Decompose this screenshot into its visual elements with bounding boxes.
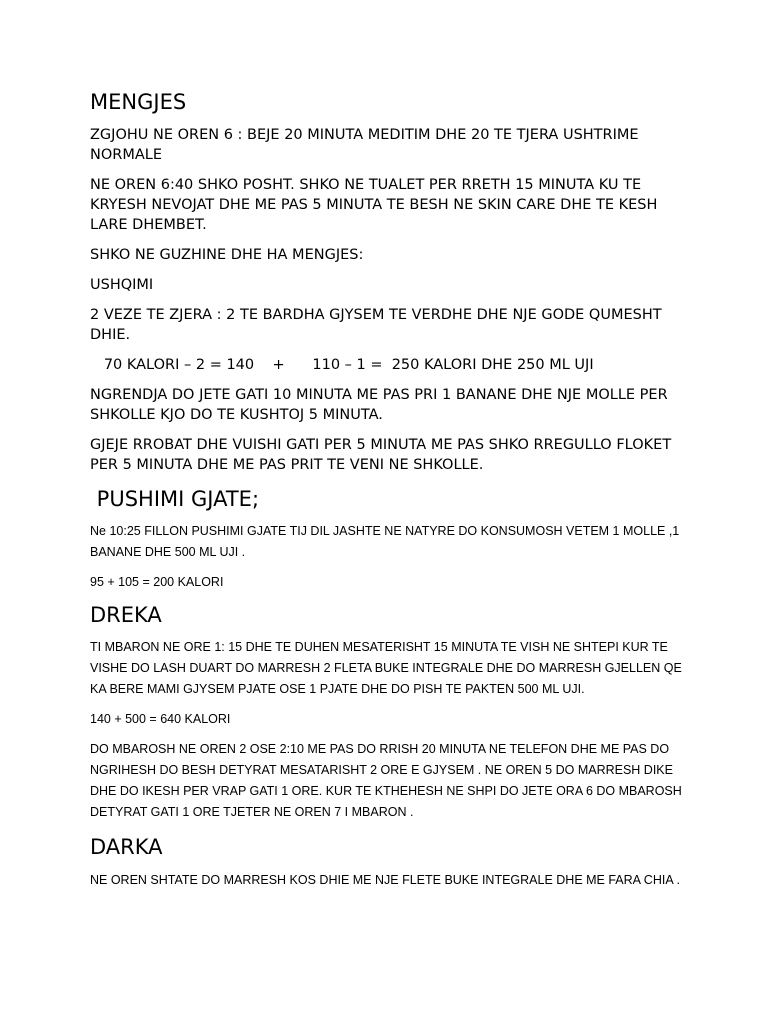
paragraph-dinner: NE OREN SHTATE DO MARRESH KOS DHIE ME NJE FLETE BUKE INTEGRALE DHE ME FARA CHIA . xyxy=(90,873,680,887)
heading-mengjes: MENGJES xyxy=(90,90,187,114)
paragraph-get-dressed: GJEJE RROBAT DHE VUISHI GATI PER 5 MINUTA ME PAS SHKO RREGULLO FLOKET PER 5 MINUTA DHE ME PAS PRIT TE VENI NE SHKOLLE. xyxy=(90,437,672,473)
heading-darka: DARKA xyxy=(90,835,163,859)
paragraph-calories-break: 95 + 105 = 200 KALORI xyxy=(90,575,224,589)
paragraph-morning-routine: NE OREN 6:40 SHKO POSHT. SHKO NE TUALET PER RRETH 15 MINUTA KU TE KRYESH NEVOJAT DHE ME PAS 5 MINUTA TE BESH NE SKIN CARE DHE TE KESH LARE DHEMBET. xyxy=(90,177,658,233)
paragraph-wake-up: ZGJOHU NE OREN 6 : BEJE 20 MINUTA MEDITIM DHE 20 TE TJERA USHTRIME NORMALE xyxy=(90,127,639,163)
paragraph-food-label: USHQIMI xyxy=(90,277,154,293)
paragraph-eggs: 2 VEZE TE ZJERA : 2 TE BARDHA GJYSEM TE VERDHE DHE NJE GODE QUMESHT DHIE. xyxy=(90,307,662,343)
heading-pushimi: PUSHIMI GJATE; xyxy=(90,487,260,511)
paragraph-calories-breakfast: 70 KALORI – 2 = 140 + 110 – 1 = 250 KALORI DHE 250 ML UJI xyxy=(90,357,594,373)
paragraph-lunch: TI MBARON NE ORE 1: 15 DHE TE DUHEN MESATERISHT 15 MINUTA TE VISH NE SHTEPI KUR TE VISHE DO LASH DUART DO MARRESH 2 FLETA BUKE INTEGRALE DHE DO MARRESH GJELLEN QE KA BERE MAMI GJYSEM PJATE OSE 1 PJATE DHE DO PISH TE PAKTEN 500 ML UJI. xyxy=(90,640,682,696)
paragraph-calories-lunch: 140 + 500 = 640 KALORI xyxy=(90,712,231,726)
paragraph-school-snack: NGRENDJA DO JETE GATI 10 MINUTA ME PAS PRI 1 BANANE DHE NJE MOLLE PER SHKOLLE KJO DO TE KUSHTOJ 5 MINUTA. xyxy=(90,387,668,423)
heading-dreka: DREKA xyxy=(90,603,162,627)
paragraph-break: Ne 10:25 FILLON PUSHIMI GJATE TIJ DIL JASHTE NE NATYRE DO KONSUMOSH VETEM 1 MOLLE ,1 BANANE DHE 500 ML UJI . xyxy=(90,524,680,559)
paragraph-afternoon: DO MBAROSH NE OREN 2 OSE 2:10 ME PAS DO RRISH 20 MINUTA NE TELEFON DHE ME PAS DO NGRIHESH DO BESH DETYRAT MESATARISHT 2 ORE E GJYSEM . NE OREN 5 DO MARRESH DIKE DHE DO IKESH PER VRAP GATI 1 ORE. KUR TE KTHEHESH NE SHPI DO JETE ORA 6 DO MBAROSH DETYRAT GATI 1 ORE TJETER NE OREN 7 I MBARON . xyxy=(90,742,682,819)
paragraph-kitchen: SHKO NE GUZHINE DHE HA MENGJES: xyxy=(90,247,364,263)
document-page xyxy=(90,88,690,891)
